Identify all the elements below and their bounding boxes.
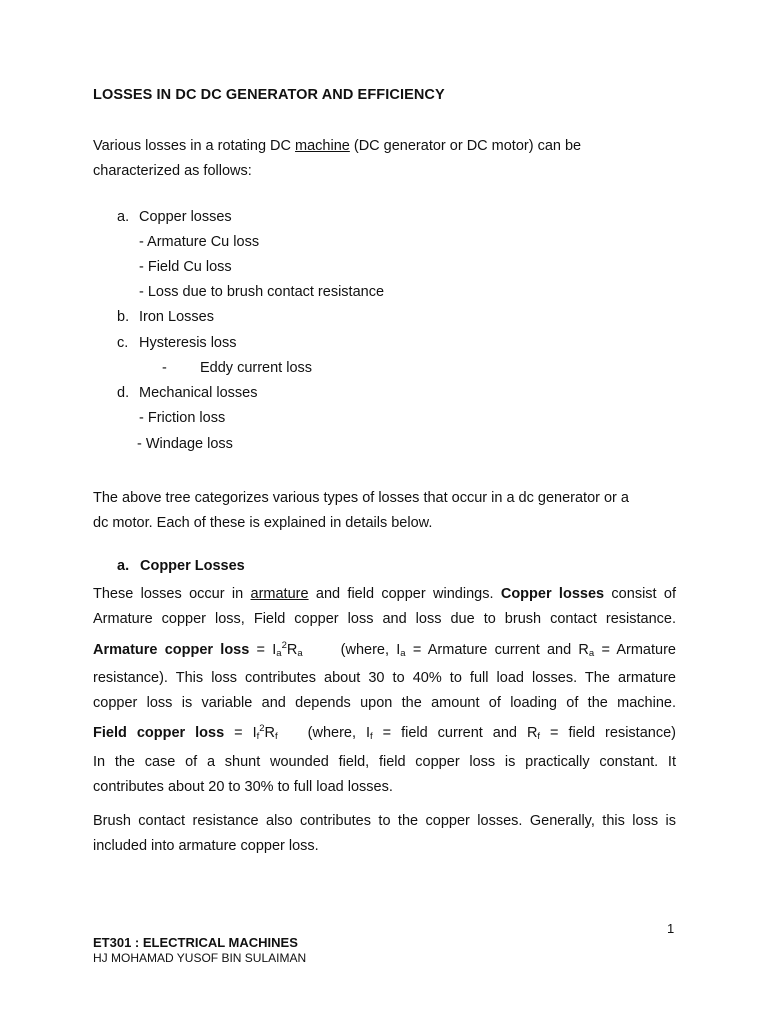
paragraph-line: In the case of a shunt wounded field, field copper loss is practically constant. It [93,753,676,770]
list-item: Copper losses [139,209,232,225]
paragraph-line: contributes about 20 to 30% to full load losses. [93,779,393,796]
section-heading: Copper Losses [140,558,245,574]
text-run: = Armature current and R [405,641,589,658]
summary-line-2: dc motor. Each of these is explained in details below. [93,515,433,531]
list-subitem: - Friction loss [139,410,226,426]
brush-paragraph [93,809,676,860]
field-equation-line [93,716,676,749]
paragraph-line [93,582,676,607]
footer-author: HJ MOHAMAD YUSOF BIN SULAIMAN [93,951,307,965]
list-subitem: Eddy current loss [200,360,313,376]
intro-line-2: characterized as follows: [93,163,252,179]
armature-equation-line [93,633,676,666]
subscript: f [256,731,260,743]
text-run: R [264,725,276,742]
list-subitem: - Armature Cu loss [139,234,260,250]
text-run: = I [249,641,277,658]
list-marker: a. [117,209,130,225]
summary-line-1: The above tree categorizes various types of losses that occur in a dc generator or a [93,490,629,506]
subscript: f [370,731,373,743]
paragraph-line: included into armature copper loss. [93,838,319,855]
text-run: = I [224,725,257,742]
text-run: (where, I [307,725,371,742]
superscript: 2 [281,639,287,651]
machine-link[interactable]: machine [295,138,350,154]
text-run: These losses occur in [93,586,251,602]
list-subitem: - Loss due to brush contact resistance [139,284,385,300]
list-marker: b. [117,309,130,325]
list-item: Iron Losses [139,309,214,325]
list-subitem: - Field Cu loss [139,259,232,275]
paragraph-line: Armature copper loss, Field copper loss and loss due to brush contact resistance. [93,611,676,628]
page-title: LOSSES IN DC DC GENERATOR AND EFFICIENCY [93,87,445,103]
list-item: Mechanical losses [139,385,258,401]
text-run: = field resistance) [540,725,676,742]
page-number: 1 [667,921,675,936]
text-run: = field current and R [372,725,538,742]
subscript: f [275,731,278,743]
field-copper-loss-label: Field copper loss [93,725,225,742]
superscript: 2 [259,723,265,735]
subscript: a [297,647,303,659]
intro-text: (DC generator or DC motor) can be [349,138,582,154]
paragraph-line: Brush contact resistance also contributes to the copper losses. Generally, this loss is [93,813,676,829]
text-run: and field copper windings. [308,586,501,602]
armature-copper-loss-label: Armature copper loss [93,641,250,658]
list-subitem: - Windage loss [137,436,233,452]
list-item: Hysteresis loss [139,335,237,351]
text-run: consist of [604,586,676,602]
list-marker: c. [117,335,129,351]
bold-term: Copper losses [500,586,605,602]
copper-losses-paragraph [93,582,676,800]
list-marker: d. [117,385,130,401]
text-run: (where, I [340,641,401,658]
footer-course: ET301 : ELECTRICAL MACHINES [93,935,298,950]
armature-link[interactable]: armature [250,586,309,602]
text-run: = Armature [594,641,676,658]
subscript: a [400,647,406,659]
list-subitem-dash: - [162,360,167,376]
section-marker: a. [117,558,130,574]
paragraph-line: resistance). This loss contributes about 30 to 40% to full load losses. The armature [93,669,676,686]
subscript: a [588,647,595,659]
intro-text: Various losses in a rotating DC [93,138,296,154]
intro-line-1 [93,134,581,159]
subscript: a [276,647,282,659]
paragraph-line: copper loss is variable and depends upon the amount of loading of the machine. [93,695,676,712]
subscript: f [537,731,541,743]
text-run: R [286,641,298,658]
